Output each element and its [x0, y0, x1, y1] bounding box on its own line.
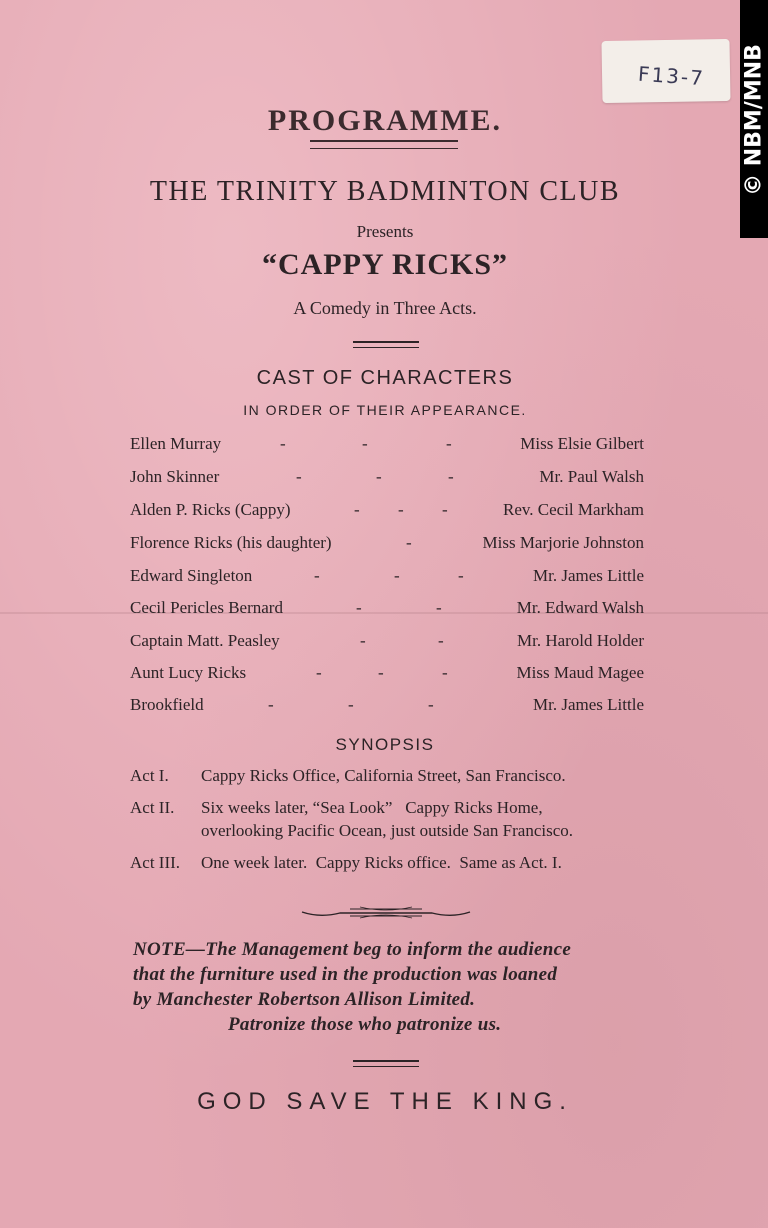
- note-line: by Manchester Robertson Allison Limited.: [133, 989, 476, 1010]
- act-description: Cappy Ricks Office, California Street, San Francisco.: [201, 766, 566, 785]
- character-name: Ellen Murray: [130, 434, 222, 453]
- divider-rule: [353, 341, 419, 348]
- act-label: Act II.: [130, 798, 175, 817]
- dash: -: [314, 566, 320, 585]
- dash: -: [354, 500, 360, 519]
- actor-name: Mr. James Little: [533, 566, 644, 585]
- cast-subheading: IN ORDER OF THEIR APPEARANCE.: [243, 402, 527, 418]
- ornament-flourish: [300, 904, 472, 920]
- dash: -: [436, 598, 442, 617]
- character-name: John Skinner: [130, 467, 220, 486]
- cast-row: [130, 566, 644, 590]
- dash: -: [394, 566, 400, 585]
- dash: -: [442, 500, 448, 519]
- act-description: overlooking Pacific Ocean, just outside San Francisco.: [201, 821, 574, 840]
- act-label: Act I.: [130, 766, 169, 785]
- play-title: “CAPPY RICKS”: [261, 248, 509, 281]
- presents-text: Presents: [356, 222, 414, 241]
- character-name: Edward Singleton: [130, 566, 253, 585]
- cast-row: [130, 695, 644, 719]
- character-name: Cecil Pericles Bernard: [130, 598, 283, 617]
- archive-tag-label: F13-7: [637, 61, 706, 91]
- note-line: that the furniture used in the production was loaned: [133, 964, 558, 985]
- dash: -: [362, 434, 368, 453]
- dash: -: [316, 663, 322, 682]
- dash: -: [398, 500, 404, 519]
- dash: -: [376, 467, 382, 486]
- anthem-line: GOD SAVE THE KING.: [197, 1088, 573, 1115]
- cast-row: [130, 533, 644, 557]
- dash: -: [348, 695, 354, 714]
- act-label: Act III.: [130, 853, 181, 872]
- character-name: Brookfield: [130, 695, 204, 714]
- character-name: Captain Matt. Peasley: [130, 631, 280, 650]
- dash: -: [438, 631, 444, 650]
- cast-heading: CAST OF CHARACTERS: [256, 367, 514, 389]
- cast-row: [130, 598, 644, 622]
- cast-row: [130, 467, 644, 491]
- cast-row: [130, 500, 644, 524]
- cast-row: [130, 631, 644, 655]
- actor-name: Miss Marjorie Johnston: [482, 533, 644, 552]
- play-subtitle: A Comedy in Three Acts.: [293, 298, 477, 318]
- actor-name: Rev. Cecil Markham: [503, 500, 644, 519]
- actor-name: Miss Elsie Gilbert: [520, 434, 644, 453]
- dash: -: [356, 598, 362, 617]
- dash: -: [406, 533, 412, 552]
- actor-name: Mr. Edward Walsh: [516, 598, 644, 617]
- dash: -: [280, 434, 286, 453]
- heading-underline: [310, 140, 458, 149]
- synopsis-heading: SYNOPSIS: [335, 735, 435, 754]
- character-name: Alden P. Ricks (Cappy): [130, 500, 291, 519]
- act-description: Six weeks later, “Sea Look” Cappy Ricks Home,: [201, 798, 543, 817]
- dash: -: [268, 695, 274, 714]
- character-name: Aunt Lucy Ricks: [130, 663, 247, 682]
- act-description: One week later. Cappy Ricks office. Same as Act. I.: [201, 853, 562, 872]
- cast-row: [130, 434, 644, 458]
- programme-heading: PROGRAMME.: [267, 104, 503, 137]
- actor-name: Miss Maud Magee: [516, 663, 644, 682]
- divider-rule: [353, 1060, 419, 1067]
- actor-name: Mr. Harold Holder: [516, 631, 644, 650]
- actor-name: Mr. Paul Walsh: [539, 467, 644, 486]
- dash: -: [446, 434, 452, 453]
- dash: -: [448, 467, 454, 486]
- club-name: THE TRINITY BADMINTON CLUB: [149, 176, 621, 207]
- note-line: Patronize those who patronize us.: [228, 1014, 502, 1035]
- dash: -: [428, 695, 434, 714]
- dash: -: [378, 663, 384, 682]
- character-name: Florence Ricks (his daughter): [130, 533, 332, 552]
- dash: -: [360, 631, 366, 650]
- dash: -: [458, 566, 464, 585]
- dash: -: [296, 467, 302, 486]
- dash: -: [442, 663, 448, 682]
- copyright-label: © NBM/MNB: [741, 44, 767, 196]
- cast-row: [130, 663, 644, 687]
- actor-name: Mr. James Little: [533, 695, 644, 714]
- note-line: NOTE—The Management beg to inform the audience: [133, 939, 572, 960]
